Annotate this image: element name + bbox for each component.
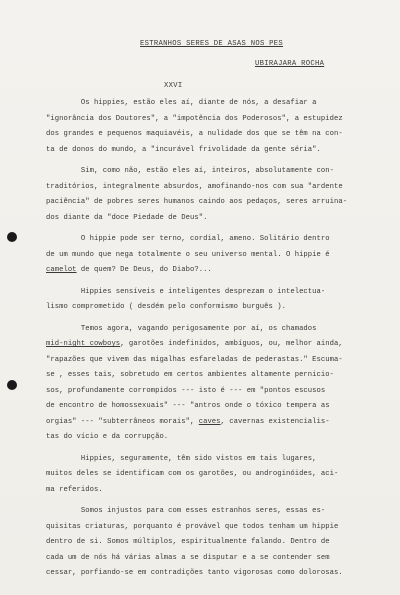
text-line: cessar, porfiando-se em contradições tanto vigorosas como dolorosas. <box>46 569 343 577</box>
text-line: dentro de si. Somos múltiplos, espiritualmente falando. Dentro de <box>46 538 330 546</box>
paragraph <box>46 452 381 499</box>
text-line: dos diante da "doce Piedade de Deus". <box>46 213 208 222</box>
paragraph <box>46 504 381 582</box>
paragraph <box>46 322 381 446</box>
text-line: tas do vício e da corrupção. <box>46 433 169 441</box>
text-line: "rapazões que vivem das migalhas esfareladas de pederastas." Escuma- <box>46 355 343 364</box>
text-line: paciência" de pobres seres humanos caindo aos pedaços, seres arruina- <box>46 198 348 206</box>
paragraph <box>46 232 381 279</box>
text-line: lismo comprometido ( desdém pelo conformismo burguês ). <box>46 303 286 311</box>
paragraph <box>46 164 381 226</box>
text-line: traditórios, integralmente absurdos, amofinando-nos com sua "ardente <box>46 182 343 191</box>
text-line: mid-night cowboys, garotões indefinidos, ambíguos, ou, melhor ainda, <box>46 340 343 348</box>
text-line: cada um de nós há várias almas a se disputar e a se contender sem <box>46 553 330 562</box>
author-name: UBIRAJARA ROCHA <box>255 60 325 68</box>
text-line: ma referidos. <box>46 485 103 494</box>
text-line: Hippies sensíveis e inteligentes desprezam o intelectua- <box>46 287 326 296</box>
punch-hole <box>7 232 17 242</box>
text-line: muitos deles se identificam com os garotões, ou androginóides, aci- <box>46 470 339 478</box>
text-line: quisitas criaturas, porquanto é provável que todos tenham um hippie <box>46 522 339 531</box>
punch-hole <box>7 380 17 390</box>
text-line: se , esses tais, sobretudo em certos ambientes altamente pernicio- <box>46 371 334 379</box>
text-line: camelot de quem? De Deus, do Diabo?... <box>46 266 212 274</box>
text-line: Somos injustos para com esses estranhos seres, essas es- <box>46 507 326 515</box>
text-line: Os hippies, estão eles aí, diante de nós, a desafiar a <box>46 99 317 107</box>
text-line: Hippies, seguramente, têm sido vistos em tais lugares, <box>46 454 317 463</box>
text-line: O hippie pode ser terno, cordial, ameno. Solitário dentro <box>46 235 330 243</box>
text-line: de um mundo que nega totalmente o seu universo mental. O hippie é <box>46 250 330 259</box>
chapter-number: XXVI <box>164 82 183 90</box>
text-line: de encontro de homossexuais" --- "antros onde o tóxico tempera as <box>46 402 330 410</box>
text-line: Temos agora, vagando perigosamente por aí, os chamados <box>46 324 317 333</box>
paragraph <box>46 96 381 158</box>
body-text <box>46 96 381 582</box>
text-line: orgias" --- "subterrâneos morais", caves, cavernas existencialis- <box>46 417 330 426</box>
paragraph <box>46 285 381 316</box>
text-line: sos, profundamente corrompidos --- isto é --- em "pontos escusos <box>46 386 326 395</box>
text-line: ta de donos do mundo, a "incurável frivolidade da gente séria". <box>46 145 321 154</box>
text-line: "ignorância dos Doutores", a "impotência dos Poderosos", a estupidez <box>46 114 343 123</box>
document-title: ESTRANHOS SERES DE ASAS NOS PES <box>140 40 284 48</box>
text-line: dos grandes e pequenos maquiavéis, a nulidade dos que se têm na con- <box>46 130 343 138</box>
text-line: Sim, como não, estão eles aí, inteiros, absolutamente con- <box>46 167 334 175</box>
